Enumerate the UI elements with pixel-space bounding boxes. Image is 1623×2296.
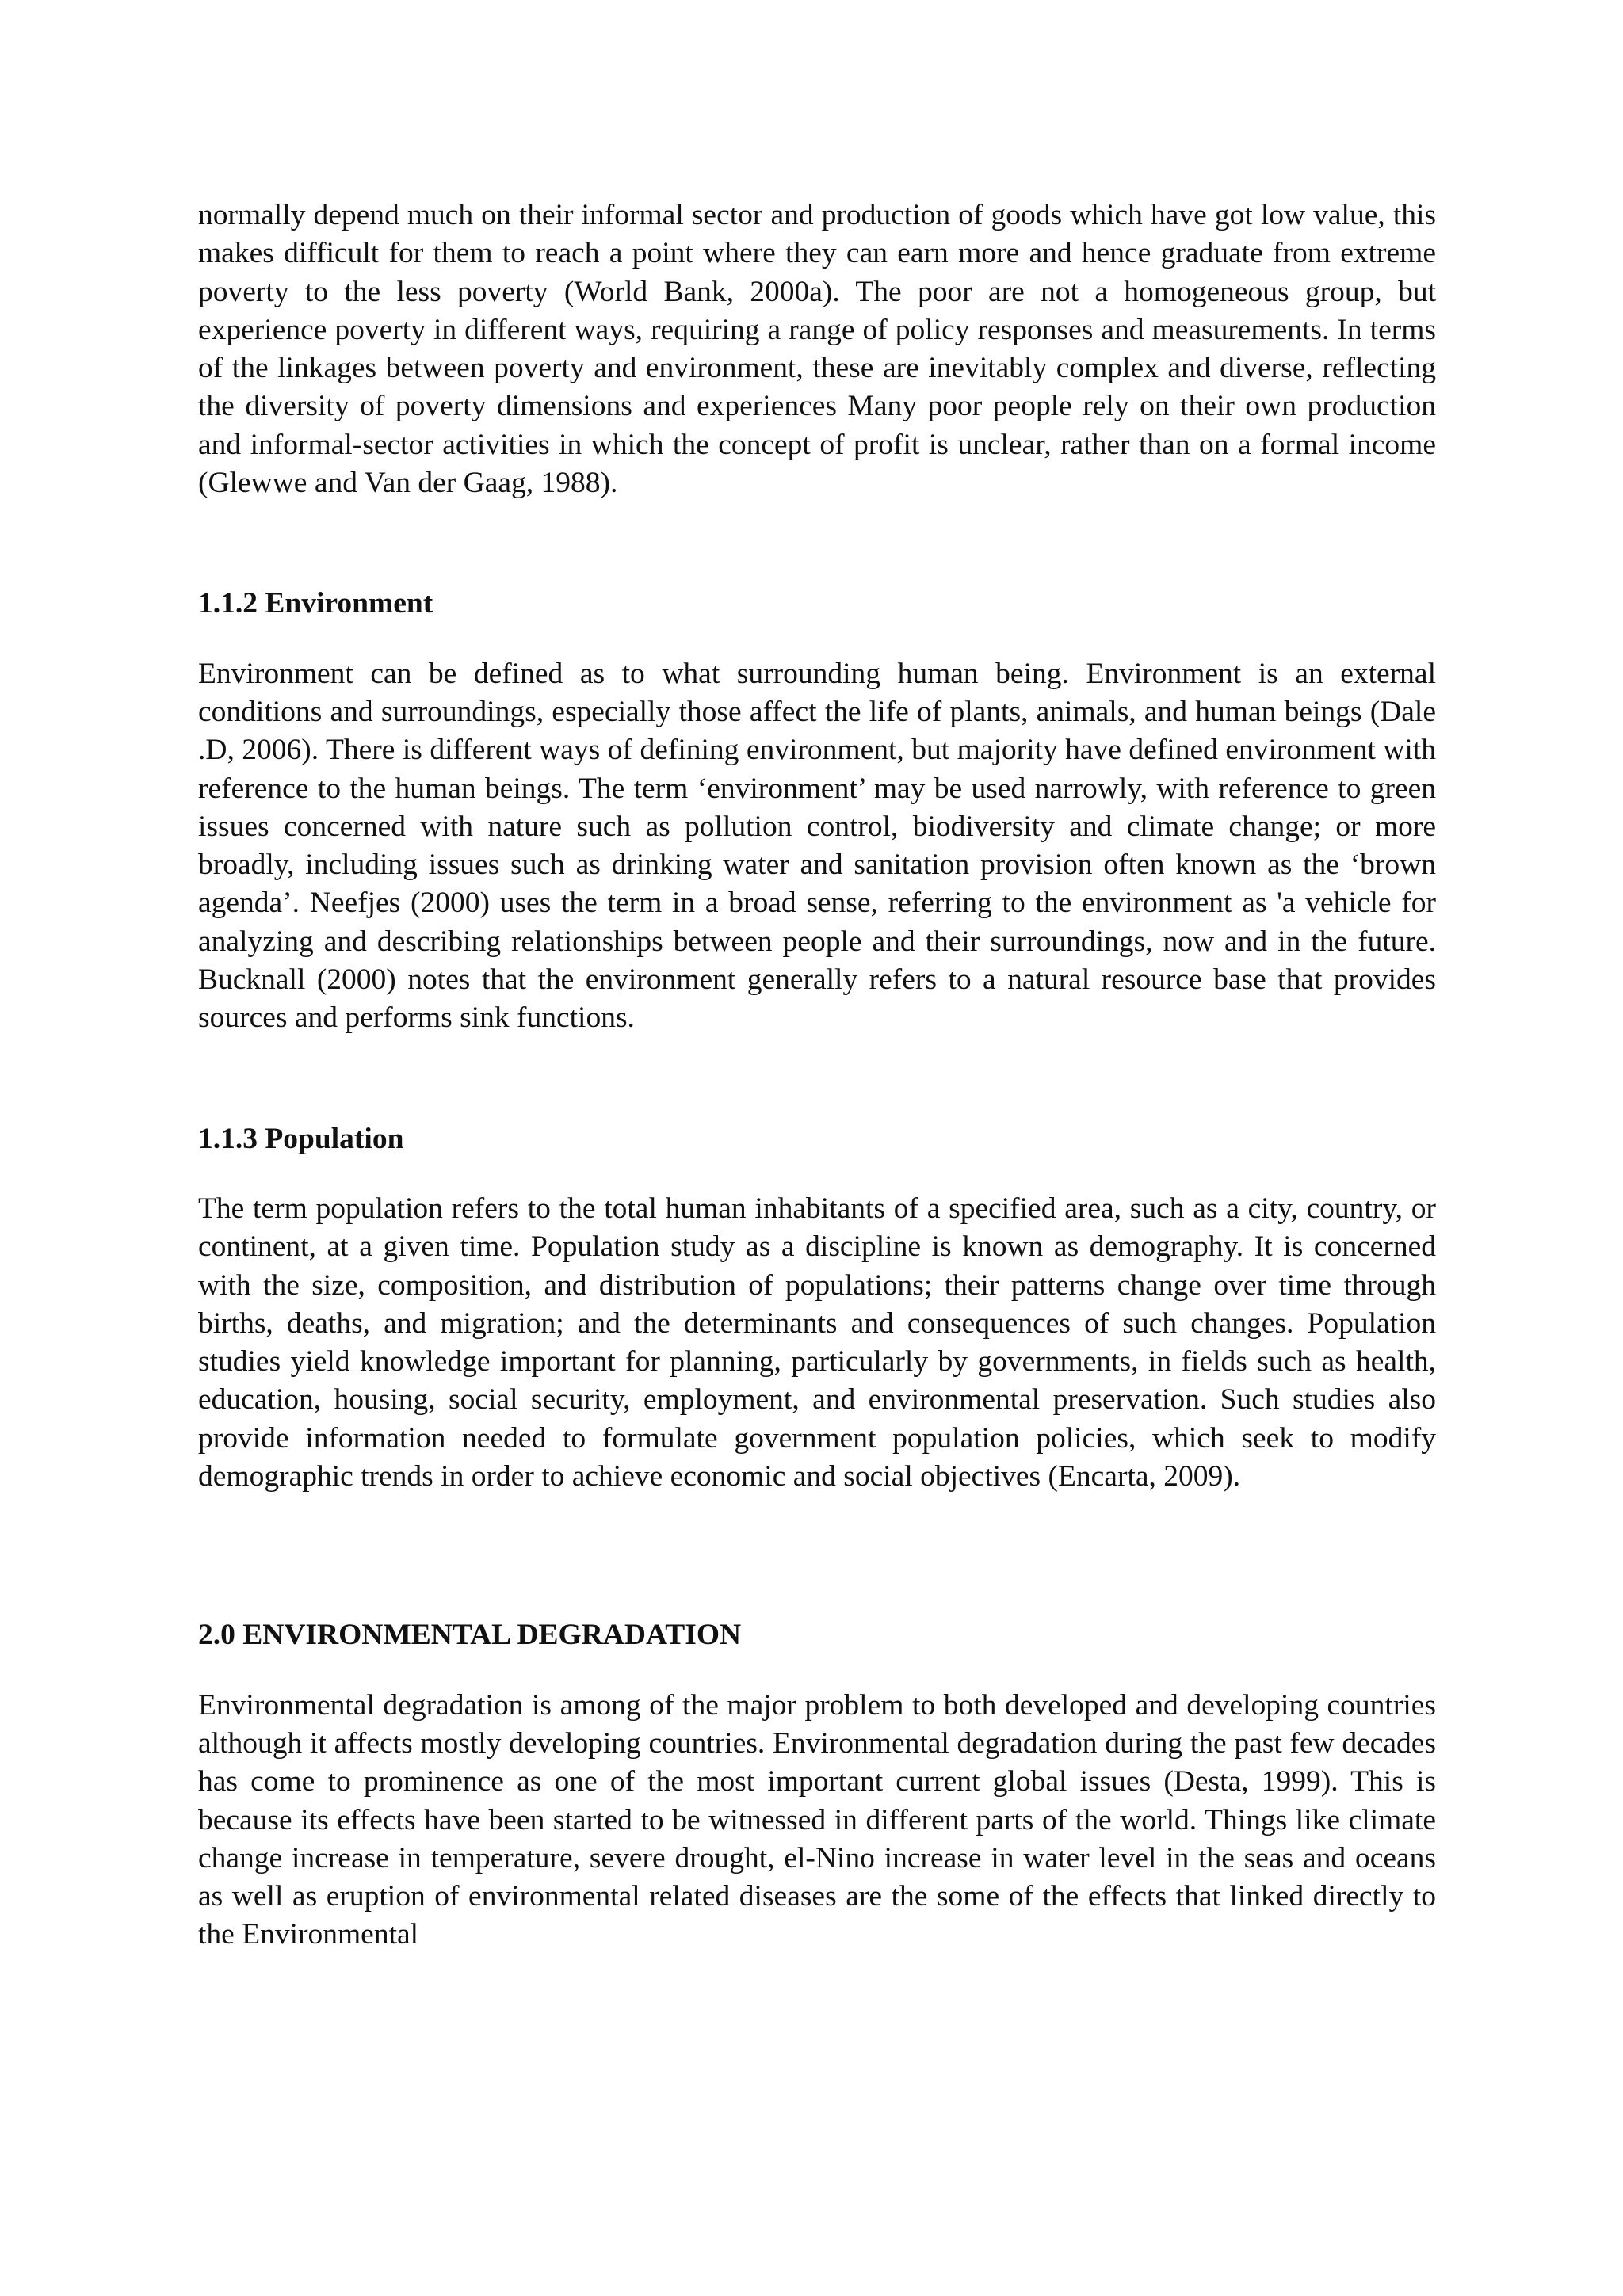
spacer bbox=[198, 1655, 1436, 1687]
spacer bbox=[198, 502, 1436, 585]
spacer bbox=[198, 1496, 1436, 1616]
section-heading-environment: 1.1.2 Environment bbox=[198, 587, 433, 620]
intro-paragraph: normally depend much on their informal sector and production of goods which have got low value, this makes difficult for them to reach a point where they can earn more and hence graduate from extreme poverty to the less poverty (World Bank, 2000a). The poor are not a homogeneous group, but experience poverty in different ways, requiring a range of policy responses and measurements. In terms of the linkages between poverty and environment, these are inevitably complex and diverse, reflecting the diversity of poverty dimensions and experiences Many poor people rely on their own production and informal-sector activities in which the concept of profit is unclear, rather than on a formal income (Glewwe and Van der Gaag, 1988). bbox=[198, 199, 1436, 500]
spacer bbox=[198, 1038, 1436, 1120]
spacer bbox=[198, 1158, 1436, 1190]
section-paragraph-environment: Environment can be defined as to what surrounding human being. Environment is an external conditions and surroundings, especially those affect the life of plants, animals, and human beings (Dale .D, 2006). There is different ways of defining environment, but majority have defined environment with reference to the human beings. The term ‘environment’ may be used narrowly, with reference to green issues concerned with nature such as pollution control, biodiversity and climate change; or more broadly, including issues such as drinking water and sanitation provision often known as the ‘brown agenda’. Neefjes (2000) uses the term in a broad sense, referring to the environment as 'a vehicle for analyzing and describing relationships between people and their surroundings, now and in the future. Bucknall (2000) notes that the environment generally refers to a natural resource base that provides sources and performs sink functions. bbox=[198, 657, 1436, 1035]
section-heading-environmental-degradation: 2.0 ENVIRONMENTAL DEGRADATION bbox=[198, 1619, 742, 1652]
spacer bbox=[198, 624, 1436, 655]
section-paragraph-population: The term population refers to the total human inhabitants of a specified area, such as a city, country, or continent, at a given time. Population study as a discipline is known as demography. It is concerned with the size, composition, and distribution of populations; their patterns change over time through births, deaths, and migration; and the determinants and consequences of such changes. Population studies yield knowledge important for planning, particularly by governments, in fields such as health, education, housing, social security, employment, and environmental preservation. Such studies also provide information needed to formulate government population policies, which seek to modify demographic trends in order to achieve economic and social objectives (Encarta, 2009). bbox=[198, 1192, 1436, 1493]
section-paragraph-environmental-degradation: Environmental degradation is among of the major problem to both developed and developing countries although it affects mostly developing countries. Environmental degradation during the past few decades has come to prominence as one of the most important current global issues (Desta, 1999). This is because its effects have been started to be witnessed in different parts of the world. Things like climate change increase in temperature, severe drought, el-Nino increase in water level in the seas and oceans as well as eruption of environmental related diseases are the some of the effects that linked directly to the Environmental bbox=[198, 1688, 1436, 1951]
page-content bbox=[198, 196, 1436, 1955]
section-heading-population: 1.1.3 Population bbox=[198, 1122, 404, 1155]
